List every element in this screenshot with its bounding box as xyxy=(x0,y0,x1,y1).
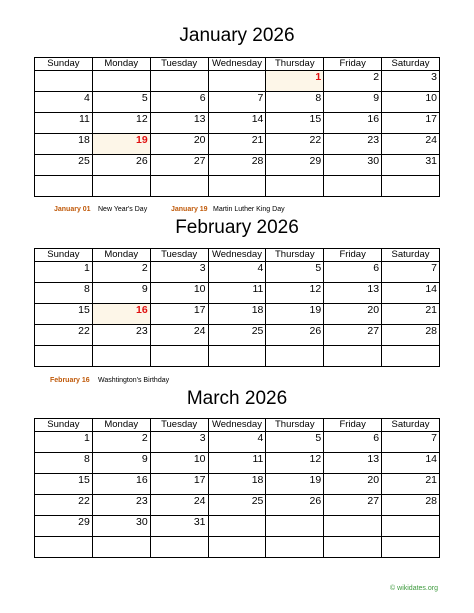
empty-day-cell xyxy=(35,176,93,197)
week-row xyxy=(35,516,440,537)
holiday-date: January 19 xyxy=(171,206,208,213)
day-cell: 12 xyxy=(266,453,324,474)
day-cell: 11 xyxy=(35,113,93,134)
weekday-header: Friday xyxy=(324,58,382,71)
day-cell: 27 xyxy=(324,495,382,516)
day-cell: 6 xyxy=(324,432,382,453)
day-cell: 9 xyxy=(92,283,150,304)
day-cell: 14 xyxy=(382,453,440,474)
empty-day-cell xyxy=(266,346,324,367)
day-cell: 8 xyxy=(35,283,93,304)
weekday-header: Thursday xyxy=(266,249,324,262)
week-row xyxy=(35,134,440,155)
week-row xyxy=(35,92,440,113)
weekday-header: Monday xyxy=(92,58,150,71)
day-cell: 14 xyxy=(208,113,266,134)
day-cell: 5 xyxy=(92,92,150,113)
day-cell: 17 xyxy=(382,113,440,134)
holiday-day-cell: 16 xyxy=(92,304,150,325)
day-cell: 25 xyxy=(208,325,266,346)
day-cell: 9 xyxy=(92,453,150,474)
empty-day-cell xyxy=(382,346,440,367)
day-cell: 27 xyxy=(324,325,382,346)
day-cell: 15 xyxy=(35,304,93,325)
week-row xyxy=(35,474,440,495)
day-cell: 6 xyxy=(150,92,208,113)
day-cell: 17 xyxy=(150,474,208,495)
day-cell: 26 xyxy=(92,155,150,176)
day-cell: 8 xyxy=(266,92,324,113)
day-cell: 3 xyxy=(382,71,440,92)
empty-day-cell xyxy=(150,176,208,197)
week-row xyxy=(35,283,440,304)
weekday-header: Monday xyxy=(92,249,150,262)
day-cell: 7 xyxy=(208,92,266,113)
weekday-header: Saturday xyxy=(382,58,440,71)
day-cell: 24 xyxy=(150,325,208,346)
empty-day-cell xyxy=(382,176,440,197)
empty-day-cell xyxy=(324,516,382,537)
day-cell: 7 xyxy=(382,432,440,453)
day-cell: 8 xyxy=(35,453,93,474)
calendar-grid-march xyxy=(34,418,440,558)
day-cell: 15 xyxy=(266,113,324,134)
day-cell: 23 xyxy=(92,325,150,346)
day-cell: 24 xyxy=(150,495,208,516)
calendar-grid-february xyxy=(34,248,440,367)
weekday-header-row xyxy=(35,58,440,71)
month-title-january: January 2026 xyxy=(179,25,295,46)
day-cell: 30 xyxy=(92,516,150,537)
month-title-february: February 2026 xyxy=(175,217,299,238)
week-row xyxy=(35,262,440,283)
weekday-header: Wednesday xyxy=(208,249,266,262)
weekday-header: Thursday xyxy=(266,58,324,71)
day-cell: 4 xyxy=(208,432,266,453)
day-cell: 20 xyxy=(324,474,382,495)
empty-day-cell xyxy=(35,537,93,558)
day-cell: 15 xyxy=(35,474,93,495)
empty-day-cell xyxy=(92,176,150,197)
day-cell: 16 xyxy=(92,474,150,495)
empty-day-cell xyxy=(208,346,266,367)
weekday-header: Tuesday xyxy=(150,58,208,71)
day-cell: 28 xyxy=(382,325,440,346)
day-cell: 18 xyxy=(208,304,266,325)
day-cell: 18 xyxy=(35,134,93,155)
day-cell: 22 xyxy=(266,134,324,155)
empty-day-cell xyxy=(208,537,266,558)
footer-credit: © wikidates.org xyxy=(390,585,438,592)
holiday-date: February 16 xyxy=(50,377,90,384)
day-cell: 21 xyxy=(208,134,266,155)
day-cell: 21 xyxy=(382,474,440,495)
weekday-header: Thursday xyxy=(266,419,324,432)
day-cell: 12 xyxy=(92,113,150,134)
empty-day-cell xyxy=(208,516,266,537)
day-cell: 5 xyxy=(266,432,324,453)
day-cell: 10 xyxy=(382,92,440,113)
day-cell: 20 xyxy=(324,304,382,325)
empty-day-cell xyxy=(150,71,208,92)
day-cell: 4 xyxy=(208,262,266,283)
weekday-header: Sunday xyxy=(35,419,93,432)
week-row xyxy=(35,113,440,134)
weekday-header: Sunday xyxy=(35,58,93,71)
day-cell: 2 xyxy=(92,262,150,283)
empty-day-cell xyxy=(150,537,208,558)
week-row xyxy=(35,495,440,516)
day-cell: 29 xyxy=(266,155,324,176)
day-cell: 10 xyxy=(150,453,208,474)
holiday-name: Martin Luther King Day xyxy=(213,206,285,213)
empty-day-cell xyxy=(324,346,382,367)
weekday-header: Saturday xyxy=(382,419,440,432)
weekday-header: Tuesday xyxy=(150,419,208,432)
day-cell: 19 xyxy=(266,474,324,495)
day-cell: 2 xyxy=(324,71,382,92)
day-cell: 26 xyxy=(266,325,324,346)
day-cell: 13 xyxy=(150,113,208,134)
empty-day-cell xyxy=(324,537,382,558)
day-cell: 1 xyxy=(35,432,93,453)
day-cell: 14 xyxy=(382,283,440,304)
day-cell: 3 xyxy=(150,262,208,283)
day-cell: 21 xyxy=(382,304,440,325)
day-cell: 17 xyxy=(150,304,208,325)
week-row xyxy=(35,155,440,176)
day-cell: 20 xyxy=(150,134,208,155)
day-cell: 1 xyxy=(35,262,93,283)
empty-day-cell xyxy=(208,71,266,92)
empty-day-cell xyxy=(266,537,324,558)
day-cell: 7 xyxy=(382,262,440,283)
day-cell: 31 xyxy=(382,155,440,176)
day-cell: 16 xyxy=(324,113,382,134)
day-cell: 26 xyxy=(266,495,324,516)
week-row xyxy=(35,325,440,346)
day-cell: 2 xyxy=(92,432,150,453)
week-row xyxy=(35,432,440,453)
day-cell: 30 xyxy=(324,155,382,176)
holiday-name: New Year's Day xyxy=(98,206,148,213)
empty-day-cell xyxy=(35,346,93,367)
empty-day-cell xyxy=(382,516,440,537)
day-cell: 27 xyxy=(150,155,208,176)
empty-day-cell xyxy=(92,71,150,92)
day-cell: 28 xyxy=(208,155,266,176)
empty-day-cell xyxy=(35,71,93,92)
day-cell: 11 xyxy=(208,453,266,474)
holiday-day-cell: 1 xyxy=(266,71,324,92)
day-cell: 25 xyxy=(208,495,266,516)
weekday-header: Monday xyxy=(92,419,150,432)
day-cell: 9 xyxy=(324,92,382,113)
holiday-date: January 01 xyxy=(54,206,91,213)
day-cell: 23 xyxy=(92,495,150,516)
empty-day-cell xyxy=(92,346,150,367)
day-cell: 28 xyxy=(382,495,440,516)
day-cell: 25 xyxy=(35,155,93,176)
empty-day-cell xyxy=(382,537,440,558)
weekday-header: Sunday xyxy=(35,249,93,262)
empty-day-cell xyxy=(324,176,382,197)
day-cell: 13 xyxy=(324,283,382,304)
week-row xyxy=(35,537,440,558)
day-cell: 24 xyxy=(382,134,440,155)
day-cell: 10 xyxy=(150,283,208,304)
day-cell: 18 xyxy=(208,474,266,495)
day-cell: 3 xyxy=(150,432,208,453)
empty-day-cell xyxy=(208,176,266,197)
day-cell: 22 xyxy=(35,495,93,516)
day-cell: 11 xyxy=(208,283,266,304)
weekday-header: Saturday xyxy=(382,249,440,262)
day-cell: 23 xyxy=(324,134,382,155)
week-row xyxy=(35,453,440,474)
week-row xyxy=(35,176,440,197)
week-row xyxy=(35,304,440,325)
day-cell: 29 xyxy=(35,516,93,537)
day-cell: 12 xyxy=(266,283,324,304)
day-cell: 19 xyxy=(266,304,324,325)
weekday-header: Friday xyxy=(324,249,382,262)
weekday-header: Wednesday xyxy=(208,419,266,432)
weekday-header: Tuesday xyxy=(150,249,208,262)
empty-day-cell xyxy=(266,176,324,197)
day-cell: 6 xyxy=(324,262,382,283)
empty-day-cell xyxy=(92,537,150,558)
calendar-grid-january xyxy=(34,57,440,197)
day-cell: 4 xyxy=(35,92,93,113)
weekday-header-row xyxy=(35,249,440,262)
day-cell: 13 xyxy=(324,453,382,474)
week-row xyxy=(35,346,440,367)
weekday-header: Friday xyxy=(324,419,382,432)
day-cell: 5 xyxy=(266,262,324,283)
holiday-name: Washtington's Birthday xyxy=(98,377,170,384)
empty-day-cell xyxy=(150,346,208,367)
week-row xyxy=(35,71,440,92)
day-cell: 22 xyxy=(35,325,93,346)
weekday-header-row xyxy=(35,419,440,432)
month-title-march: March 2026 xyxy=(186,388,288,409)
day-cell: 31 xyxy=(150,516,208,537)
empty-day-cell xyxy=(266,516,324,537)
holiday-day-cell: 19 xyxy=(92,134,150,155)
weekday-header: Wednesday xyxy=(208,58,266,71)
